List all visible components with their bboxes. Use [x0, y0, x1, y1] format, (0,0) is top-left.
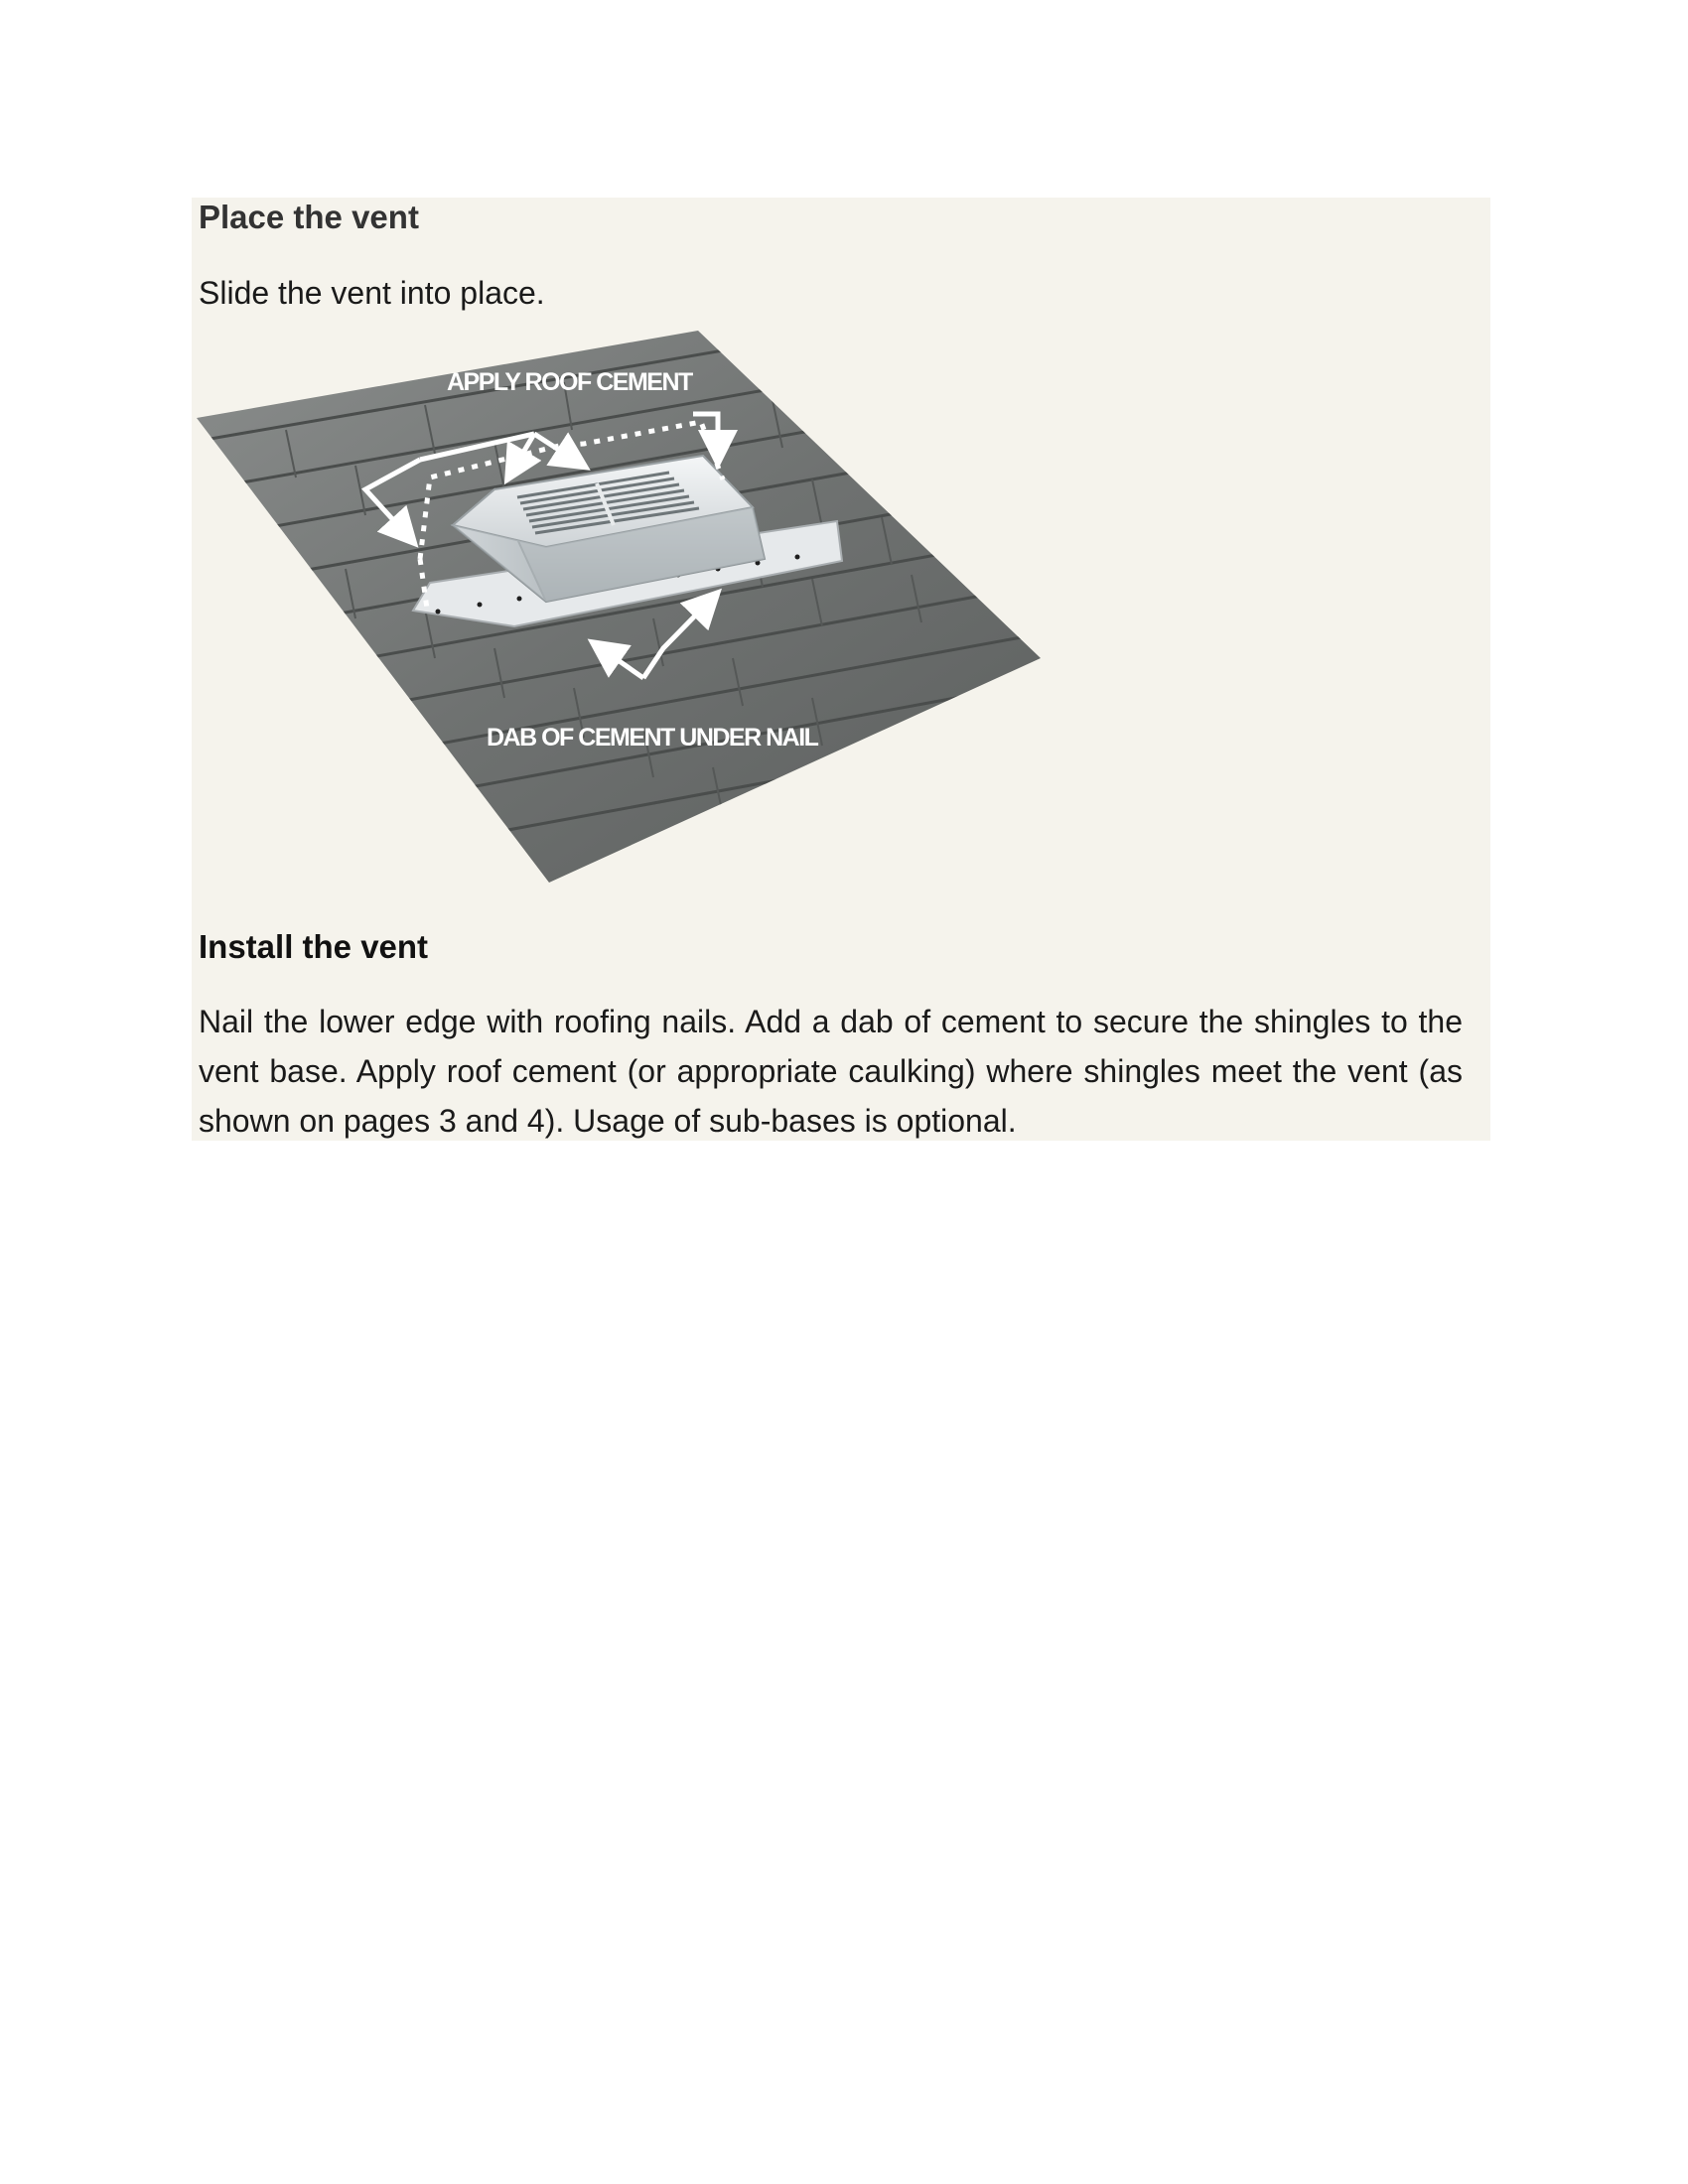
section-text-install-vent: Nail the lower edge with roofing nails. Add a dab of cement to secure the shingles to the vent base. Apply roof cement (or appropriate caulking) where shingles meet the vent (as shown on pages 3 and 4). Usage of sub-bases is optional.	[199, 1004, 1463, 1139]
roof-vent-illustration	[197, 331, 1041, 883]
content-panel	[192, 198, 1490, 1141]
label-dab-cement: DAB OF CEMENT UNDER NAIL	[487, 724, 818, 751]
label-apply-roof-cement: APPLY ROOF CEMENT	[447, 368, 692, 396]
section-text-place-vent: Slide the vent into place.	[199, 275, 545, 311]
section-heading-place-vent: Place the vent	[199, 199, 419, 235]
section-heading-install-vent: Install the vent	[199, 928, 429, 965]
